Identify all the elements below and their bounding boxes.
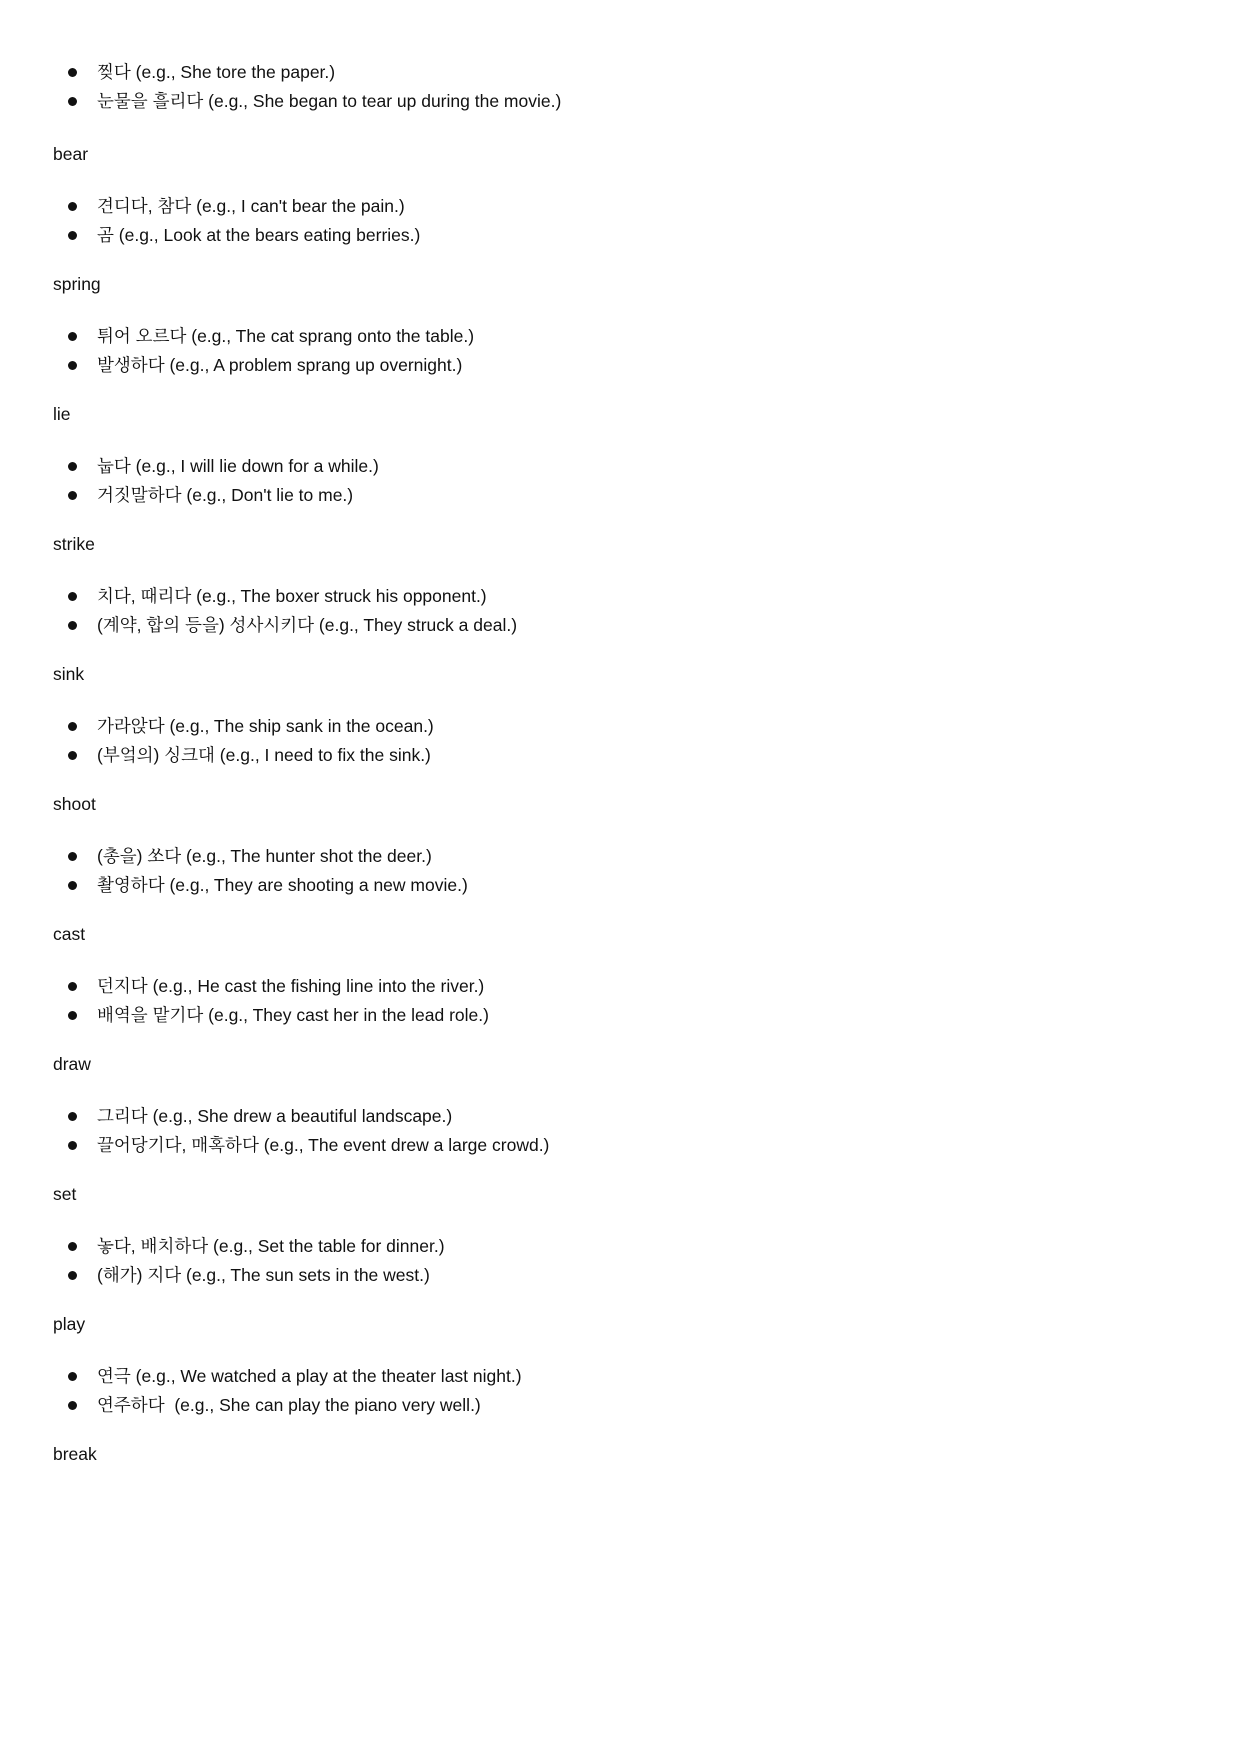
sense-text: (부엌의) 싱크대 (e.g., I need to fix the sink.) <box>97 745 431 765</box>
sense-text: 가라앉다 (e.g., The ship sank in the ocean.) <box>97 716 434 736</box>
sense-text: 연주하다 (e.g., She can play the piano very well.) <box>97 1395 481 1415</box>
word-header: strike <box>53 534 95 554</box>
sense-text: 촬영하다 (e.g., They are shooting a new movie.) <box>97 875 468 895</box>
word-entry <box>53 1050 1201 1160</box>
sense-item <box>53 1261 1201 1290</box>
sense-item <box>53 972 1201 1001</box>
word-header: draw <box>53 1054 91 1074</box>
bullet-icon <box>68 332 77 341</box>
sense-text: 그리다 (e.g., She drew a beautiful landscape.) <box>97 1106 453 1126</box>
sense-text: 끌어당기다, 매혹하다 (e.g., The event drew a large crowd.) <box>97 1135 550 1155</box>
word-header: sink <box>53 664 85 684</box>
sense-item <box>53 1001 1201 1030</box>
bullet-icon <box>68 97 77 106</box>
bullet-icon <box>68 491 77 500</box>
sense-item <box>53 1102 1201 1131</box>
word-header: spring <box>53 274 101 294</box>
sense-item <box>53 741 1201 770</box>
word-header: break <box>53 1444 97 1464</box>
sense-text: 놓다, 배치하다 (e.g., Set the table for dinner.) <box>97 1236 445 1256</box>
word-entry <box>53 790 1201 900</box>
bullet-icon <box>68 1011 77 1020</box>
bullet-icon <box>68 751 77 760</box>
sense-list <box>53 712 1201 770</box>
sense-item <box>53 452 1201 481</box>
word-entry <box>53 58 1201 116</box>
sense-text: 견디다, 참다 (e.g., I can't bear the pain.) <box>97 196 405 216</box>
sense-item <box>53 712 1201 741</box>
word-entry <box>53 140 1201 250</box>
sense-item <box>53 1362 1201 1391</box>
bullet-icon <box>68 982 77 991</box>
sense-text: 눈물을 흘리다 (e.g., She began to tear up during the movie.) <box>97 91 562 111</box>
bullet-icon <box>68 1141 77 1150</box>
bullet-icon <box>68 1112 77 1121</box>
word-header: lie <box>53 404 71 424</box>
bullet-icon <box>68 202 77 211</box>
word-header: cast <box>53 924 86 944</box>
sense-list <box>53 1232 1201 1290</box>
word-header: bear <box>53 144 89 164</box>
bullet-icon <box>68 1242 77 1251</box>
bullet-icon <box>68 852 77 861</box>
sense-item <box>53 58 1201 87</box>
sense-text: (계약, 합의 등을) 성사시키다 (e.g., They struck a deal.) <box>97 615 518 635</box>
sense-item <box>53 1391 1201 1420</box>
word-entry <box>53 660 1201 770</box>
sense-text: 곰 (e.g., Look at the bears eating berries.) <box>97 225 421 245</box>
bullet-icon <box>68 881 77 890</box>
sense-item <box>53 481 1201 510</box>
word-entry <box>53 1310 1201 1420</box>
sense-list <box>53 452 1201 510</box>
sense-list <box>53 192 1201 250</box>
word-header: shoot <box>53 794 96 814</box>
word-header: play <box>53 1314 86 1334</box>
sense-item <box>53 192 1201 221</box>
word-entry <box>53 530 1201 640</box>
sense-item <box>53 871 1201 900</box>
sense-list <box>53 1362 1201 1420</box>
sense-list <box>53 972 1201 1030</box>
word-entry <box>53 1180 1201 1290</box>
bullet-icon <box>68 1401 77 1410</box>
sense-item <box>53 582 1201 611</box>
bullet-icon <box>68 231 77 240</box>
sense-list <box>53 58 1201 116</box>
sense-text: (총을) 쏘다 (e.g., The hunter shot the deer.) <box>97 846 432 866</box>
bullet-icon <box>68 621 77 630</box>
sense-item <box>53 322 1201 351</box>
sense-item <box>53 351 1201 380</box>
sense-item <box>53 842 1201 871</box>
sense-text: 연극 (e.g., We watched a play at the theater last night.) <box>97 1366 522 1386</box>
sense-text: 던지다 (e.g., He cast the fishing line into the river.) <box>97 976 485 996</box>
word-entry <box>53 270 1201 380</box>
word-entry <box>53 920 1201 1030</box>
bullet-icon <box>68 361 77 370</box>
word-entry <box>53 400 1201 510</box>
sense-item <box>53 87 1201 116</box>
bullet-icon <box>68 462 77 471</box>
sense-list <box>53 582 1201 640</box>
word-entry <box>53 1440 1201 1469</box>
sense-text: (해가) 지다 (e.g., The sun sets in the west.) <box>97 1265 430 1285</box>
sense-list <box>53 842 1201 900</box>
sense-item <box>53 221 1201 250</box>
sense-text: 배역을 맡기다 (e.g., They cast her in the lead role.) <box>97 1005 489 1025</box>
sense-list <box>53 1102 1201 1160</box>
sense-item <box>53 611 1201 640</box>
sense-text: 눕다 (e.g., I will lie down for a while.) <box>97 456 379 476</box>
sense-text: 튀어 오르다 (e.g., The cat sprang onto the table.) <box>97 326 475 346</box>
word-header: set <box>53 1184 77 1204</box>
sense-text: 치다, 때리다 (e.g., The boxer struck his opponent.) <box>97 586 487 606</box>
bullet-icon <box>68 68 77 77</box>
bullet-icon <box>68 1372 77 1381</box>
sense-list <box>53 322 1201 380</box>
bullet-icon <box>68 592 77 601</box>
bullet-icon <box>68 722 77 731</box>
sense-item <box>53 1232 1201 1261</box>
bullet-icon <box>68 1271 77 1280</box>
sense-text: 찢다 (e.g., She tore the paper.) <box>97 62 336 82</box>
sense-text: 발생하다 (e.g., A problem sprang up overnight.) <box>97 355 463 375</box>
sense-item <box>53 1131 1201 1160</box>
sense-text: 거짓말하다 (e.g., Don't lie to me.) <box>97 485 354 505</box>
